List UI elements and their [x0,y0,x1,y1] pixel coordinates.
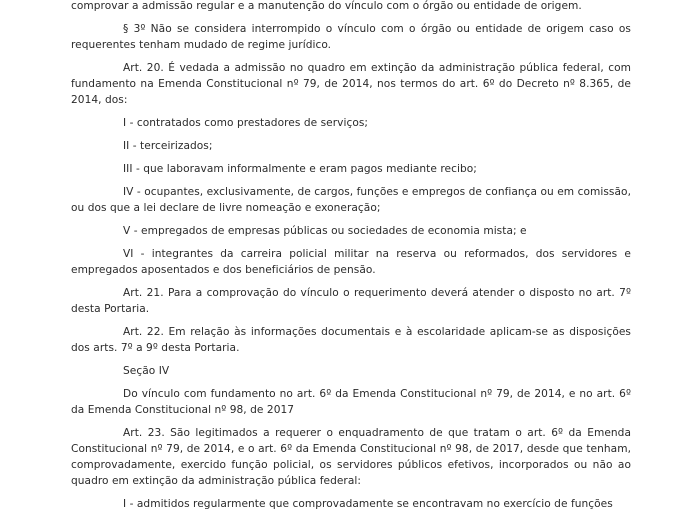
list-item-ii: II - terceirizados; [123,140,213,152]
paragraph-section-3: § 3º Não se considera interrompido o vínculo com o órgão ou entidade de origem caso os requerentes tenham mudado de regime jurídico. [71,23,631,51]
section-subtitle: Do vínculo com fundamento no art. 6º da Emenda Constitucional nº 79, de 2014, e no art. 6º da Emenda Constitucional nº 98, de 2017 [71,388,631,416]
document-body [71,0,631,519]
list-item-vi: VI - integrantes da carreira policial militar na reserva ou reformados, dos servidores e empregados aposentados e dos beneficiários de pensão. [71,248,631,276]
list-item-i-art-23: I - admitidos regularmente que comprovadamente se encontravam no exercício de funções [123,498,613,510]
list-item-iv: IV - ocupantes, exclusivamente, de cargos, funções e empregos de confiança ou em comissão, ou dos que a lei declare de livre nomeação e exoneração; [71,186,631,214]
section-heading: Seção IV [123,365,170,377]
paragraph-art-21: Art. 21. Para a comprovação do vínculo o requerimento deverá atender o disposto no art. 7º desta Portaria. [71,287,631,315]
paragraph-continuation: comprovar a admissão regular e a manutenção do vínculo com o órgão ou entidade de origem. [71,0,582,12]
paragraph-art-22: Art. 22. Em relação às informações documentais e à escolaridade aplicam-se as disposições dos arts. 7º a 9º desta Portaria. [71,326,631,354]
list-item-iii: III - que laboravam informalmente e eram pagos mediante recibo; [123,163,477,175]
list-item-v: V - empregados de empresas públicas ou sociedades de economia mista; e [123,225,527,237]
paragraph-art-20: Art. 20. É vedada a admissão no quadro em extinção da administração pública federal, com fundamento na Emenda Constitucional nº 79, de 2014, nos termos do art. 6º do Decreto nº 8.365, de 2014, dos: [71,62,631,106]
paragraph-art-23: Art. 23. São legitimados a requerer o enquadramento de que tratam o art. 6º da Emenda Constitucional nº 79, de 2014, e o art. 6º da Emenda Constitucional nº 98, de 2017, desde que tenham, comprovadamente, exercido função policial, os servidores públicos efetivos, incorporados ou não ao quadro em extinção da administração pública federal: [71,427,631,487]
list-item-i: I - contratados como prestadores de serviços; [123,117,369,129]
